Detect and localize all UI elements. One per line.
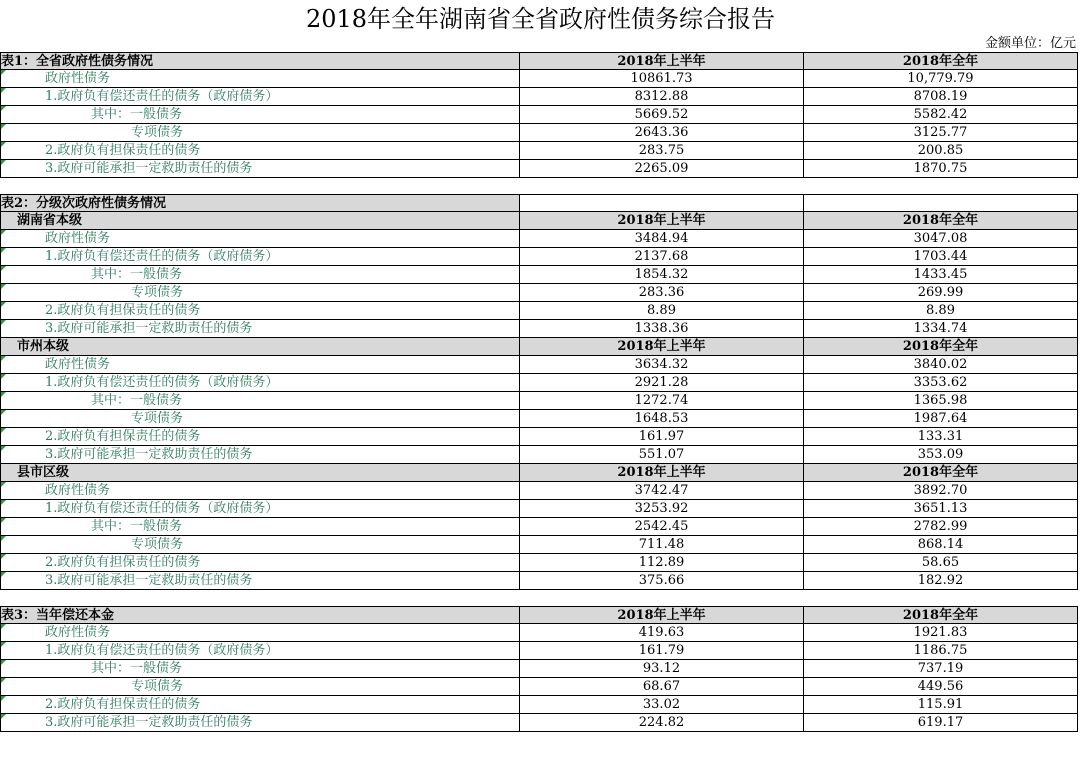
table1-row-5	[0, 160, 1081, 178]
table3-row-4	[0, 696, 1081, 714]
table3-row-5-label[interactable]: 3.政府可能承担一定救助责任的债务	[0, 714, 520, 732]
table2-group-0-row-2-label[interactable]: 其中：一般债务	[0, 266, 520, 284]
table2-group-0-row-4	[0, 302, 1081, 320]
table3-row-5	[0, 714, 1081, 732]
table1-row-5-label[interactable]: 3.政府可能承担一定救助责任的债务	[0, 160, 520, 178]
report-title: 2018年全年湖南省全省政府性债务综合报告	[305, 5, 776, 33]
table1-row-1-h1-value[interactable]: 8312.88	[520, 88, 804, 106]
table1-row-0	[0, 70, 1081, 88]
table1-row-1-full-value[interactable]: 8708.19	[804, 88, 1078, 106]
table2-group-1-row-0-full-value[interactable]: 3840.02	[804, 356, 1078, 374]
table2-group-1-row-3-full-value[interactable]: 1987.64	[804, 410, 1078, 428]
table3-row-3-label[interactable]: 专项债务	[0, 678, 520, 696]
table2-group-2-row-0-label[interactable]: 政府性债务	[0, 482, 520, 500]
table3-row-4-h1-value[interactable]: 33.02	[520, 696, 804, 714]
table1-row-1	[0, 88, 1081, 106]
table2-group-2-row-3-label[interactable]: 专项债务	[0, 536, 520, 554]
table3-row-2-full-value[interactable]: 737.19	[804, 660, 1078, 678]
table1-row-3-full-value[interactable]: 3125.77	[804, 124, 1078, 142]
table1-row-3-h1-value[interactable]: 2643.36	[520, 124, 804, 142]
table2-group-2-row-0	[0, 482, 1081, 500]
table1-row-3	[0, 124, 1081, 142]
table2-header-col-h1	[520, 194, 804, 212]
table3-row-0-label[interactable]: 政府性债务	[0, 624, 520, 642]
table2-group-1-row-2	[0, 392, 1081, 410]
report-grid	[0, 52, 1081, 732]
table2-group-1-row-2-h1-value[interactable]: 1272.74	[520, 392, 804, 410]
table2-header-col-full	[804, 194, 1078, 212]
table2-group-1-row-5-h1-value[interactable]: 551.07	[520, 446, 804, 464]
table2-group-2-row-2-h1-value[interactable]: 2542.45	[520, 518, 804, 536]
table1-row-2	[0, 106, 1081, 124]
table2-group-2-row-5-h1-value[interactable]: 375.66	[520, 572, 804, 590]
table2-group-0-row-2	[0, 266, 1081, 284]
table3-header-label: 表3：当年偿还本金	[0, 606, 520, 624]
table2-group-1-row-3-h1-value[interactable]: 1648.53	[520, 410, 804, 428]
table3-row-3-full-value[interactable]: 449.56	[804, 678, 1078, 696]
table2-group-2-row-3	[0, 536, 1081, 554]
table1-row-2-label[interactable]: 其中：一般债务	[0, 106, 520, 124]
table2-group-0-col-h1: 2018年上半年	[520, 212, 804, 230]
table2-group-1-row-2-label[interactable]: 其中：一般债务	[0, 392, 520, 410]
table2-group-2-row-2-label[interactable]: 其中：一般债务	[0, 518, 520, 536]
table1-header-label: 表1：全省政府性债务情况	[0, 52, 520, 70]
table2-group-0-row-5-full-value[interactable]: 1334.74	[804, 320, 1078, 338]
table1-row-4-h1-value[interactable]: 283.75	[520, 142, 804, 160]
table3-row-4-label[interactable]: 2.政府负有担保责任的债务	[0, 696, 520, 714]
table3-row-3-h1-value[interactable]: 68.67	[520, 678, 804, 696]
table2-group-1-row-2-full-value[interactable]: 1365.98	[804, 392, 1078, 410]
table2-group-1-row-1	[0, 374, 1081, 392]
table3-row-5-h1-value[interactable]: 224.82	[520, 714, 804, 732]
table2-group-2-col-h1: 2018年上半年	[520, 464, 804, 482]
table3-header	[0, 606, 1081, 624]
table2-group-1-row-4-h1-value[interactable]: 161.97	[520, 428, 804, 446]
table3-row-1-h1-value[interactable]: 161.79	[520, 642, 804, 660]
table3-row-5-full-value[interactable]: 619.17	[804, 714, 1078, 732]
table2-group-0-row-0	[0, 230, 1081, 248]
table2-group-0-row-1-label[interactable]: 1.政府负有偿还责任的债务（政府债务）	[0, 248, 520, 266]
table2-group-0-row-2-h1-value[interactable]: 1854.32	[520, 266, 804, 284]
table2-group-2-row-5-full-value[interactable]: 182.92	[804, 572, 1078, 590]
table2-group-1-row-0-h1-value[interactable]: 3634.32	[520, 356, 804, 374]
table1-row-0-label[interactable]: 政府性债务	[0, 70, 520, 88]
gap-1	[0, 178, 1081, 194]
table2-group-0-row-5	[0, 320, 1081, 338]
table2-group-2-col-full: 2018年全年	[804, 464, 1078, 482]
table2-group-0-row-4-full-value[interactable]: 8.89	[804, 302, 1078, 320]
table1-row-5-full-value[interactable]: 1870.75	[804, 160, 1078, 178]
table2-group-1-label: 市州本级	[0, 338, 520, 356]
table2-group-1-row-1-full-value[interactable]: 3353.62	[804, 374, 1078, 392]
table2-group-2-row-5	[0, 572, 1081, 590]
table2-group-1-row-1-label[interactable]: 1.政府负有偿还责任的债务（政府债务）	[0, 374, 520, 392]
table1-row-2-h1-value[interactable]: 5669.52	[520, 106, 804, 124]
table3-row-1-label[interactable]: 1.政府负有偿还责任的债务（政府债务）	[0, 642, 520, 660]
table3-row-3	[0, 678, 1081, 696]
table2-group-0-row-0-full-value[interactable]: 3047.08	[804, 230, 1078, 248]
table2-group-2-row-4-full-value[interactable]: 58.65	[804, 554, 1078, 572]
table2-group-2-row-2-full-value[interactable]: 2782.99	[804, 518, 1078, 536]
table1-row-4-label[interactable]: 2.政府负有担保责任的债务	[0, 142, 520, 160]
table2-group-0-row-0-h1-value[interactable]: 3484.94	[520, 230, 804, 248]
table2-group-0-row-3	[0, 284, 1081, 302]
table2-group-0	[0, 212, 1081, 230]
table2-group-2-row-0-h1-value[interactable]: 3742.47	[520, 482, 804, 500]
table2-group-1-row-0-label[interactable]: 政府性债务	[0, 356, 520, 374]
table2-header	[0, 194, 1081, 212]
table2-group-0-row-1-full-value[interactable]: 1703.44	[804, 248, 1078, 266]
table3-row-2-label[interactable]: 其中：一般债务	[0, 660, 520, 678]
unit-label: 金额单位：亿元	[984, 36, 1076, 51]
table3-row-1-full-value[interactable]: 1186.75	[804, 642, 1078, 660]
table2-group-1-row-0	[0, 356, 1081, 374]
table2-group-0-row-2-full-value[interactable]: 1433.45	[804, 266, 1078, 284]
table2-group-0-row-1	[0, 248, 1081, 266]
table2-group-1-row-4-label[interactable]: 2.政府负有担保责任的债务	[0, 428, 520, 446]
table2-group-1-col-full: 2018年全年	[804, 338, 1078, 356]
table2-group-1-col-h1: 2018年上半年	[520, 338, 804, 356]
table2-group-2-row-4	[0, 554, 1081, 572]
table2-group-0-row-3-h1-value[interactable]: 283.36	[520, 284, 804, 302]
table1-header-col-h1: 2018年上半年	[520, 52, 804, 70]
table2-group-1-row-3-label[interactable]: 专项债务	[0, 410, 520, 428]
table2-group-0-row-0-label[interactable]: 政府性债务	[0, 230, 520, 248]
table2-group-1	[0, 338, 1081, 356]
table2-group-1-row-1-h1-value[interactable]: 2921.28	[520, 374, 804, 392]
table2-group-2-row-3-h1-value[interactable]: 711.48	[520, 536, 804, 554]
table2-group-0-row-1-h1-value[interactable]: 2137.68	[520, 248, 804, 266]
table1-row-5-h1-value[interactable]: 2265.09	[520, 160, 804, 178]
table3-row-0-h1-value[interactable]: 419.63	[520, 624, 804, 642]
table1-row-0-full-value[interactable]: 10,779.79	[804, 70, 1078, 88]
table2-group-0-col-full: 2018年全年	[804, 212, 1078, 230]
table2-group-0-row-4-h1-value[interactable]: 8.89	[520, 302, 804, 320]
table2-group-1-row-5-full-value[interactable]: 353.09	[804, 446, 1078, 464]
table2-group-2-row-3-full-value[interactable]: 868.14	[804, 536, 1078, 554]
table3-row-0-full-value[interactable]: 1921.83	[804, 624, 1078, 642]
table2-group-1-row-5-label[interactable]: 3.政府可能承担一定救助责任的债务	[0, 446, 520, 464]
table2-group-0-label: 湖南省本级	[0, 212, 520, 230]
table1-row-3-label[interactable]: 专项债务	[0, 124, 520, 142]
table1-row-2-full-value[interactable]: 5582.42	[804, 106, 1078, 124]
table2-group-1-row-4-full-value[interactable]: 133.31	[804, 428, 1078, 446]
table2-group-2	[0, 464, 1081, 482]
table2-group-2-row-1-full-value[interactable]: 3651.13	[804, 500, 1078, 518]
table3-row-2	[0, 660, 1081, 678]
table2-group-1-row-5	[0, 446, 1081, 464]
gap-2	[0, 590, 1081, 606]
table1-row-4-full-value[interactable]: 200.85	[804, 142, 1078, 160]
table2-header-label: 表2：分级次政府性债务情况	[0, 194, 520, 212]
table1-row-4	[0, 142, 1081, 160]
table2-group-2-label: 县市区级	[0, 464, 520, 482]
table2-group-2-row-4-h1-value[interactable]: 112.89	[520, 554, 804, 572]
table2-group-1-row-3	[0, 410, 1081, 428]
table2-group-0-row-5-label[interactable]: 3.政府可能承担一定救助责任的债务	[0, 320, 520, 338]
table3-header-col-h1: 2018年上半年	[520, 606, 804, 624]
table2-group-2-row-1	[0, 500, 1081, 518]
table2-group-0-row-5-h1-value[interactable]: 1338.36	[520, 320, 804, 338]
table3-row-4-full-value[interactable]: 115.91	[804, 696, 1078, 714]
table2-group-1-row-4	[0, 428, 1081, 446]
table2-group-2-row-1-h1-value[interactable]: 3253.92	[520, 500, 804, 518]
table1-row-0-h1-value[interactable]: 10861.73	[520, 70, 804, 88]
table2-group-2-row-5-label[interactable]: 3.政府可能承担一定救助责任的债务	[0, 572, 520, 590]
table2-group-2-row-1-label[interactable]: 1.政府负有偿还责任的债务（政府债务）	[0, 500, 520, 518]
table3-row-2-h1-value[interactable]: 93.12	[520, 660, 804, 678]
table1-header	[0, 52, 1081, 70]
table2-group-2-row-0-full-value[interactable]: 3892.70	[804, 482, 1078, 500]
table2-group-2-row-2	[0, 518, 1081, 536]
table3-header-col-full: 2018年全年	[804, 606, 1078, 624]
table1-row-1-label[interactable]: 1.政府负有偿还责任的债务（政府债务）	[0, 88, 520, 106]
table2-group-0-row-4-label[interactable]: 2.政府负有担保责任的债务	[0, 302, 520, 320]
table1-header-col-full: 2018年全年	[804, 52, 1078, 70]
table2-group-2-row-4-label[interactable]: 2.政府负有担保责任的债务	[0, 554, 520, 572]
table2-group-0-row-3-full-value[interactable]: 269.99	[804, 284, 1078, 302]
table3-row-0	[0, 624, 1081, 642]
table3-row-1	[0, 642, 1081, 660]
table2-group-0-row-3-label[interactable]: 专项债务	[0, 284, 520, 302]
